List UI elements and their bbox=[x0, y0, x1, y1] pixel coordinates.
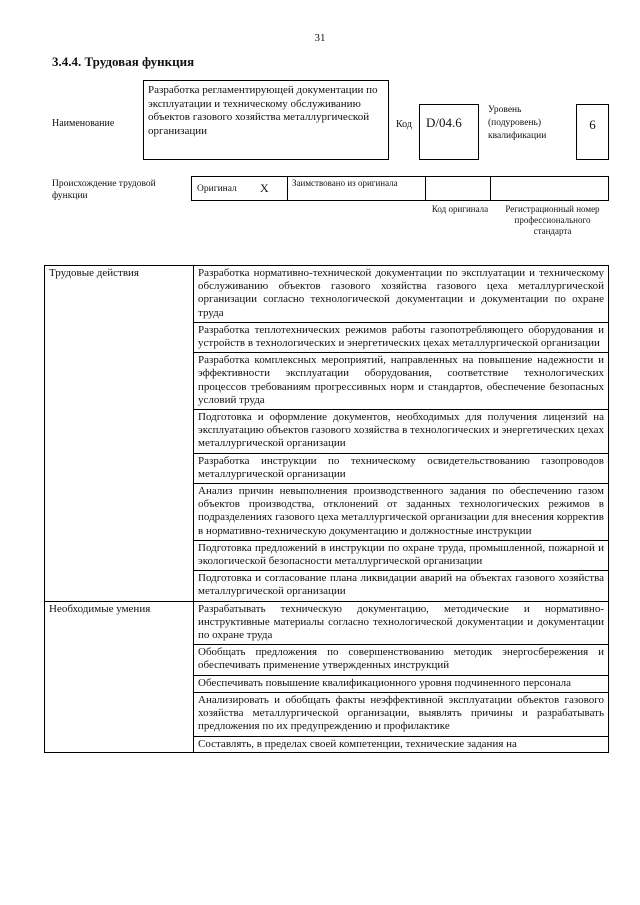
competency-table bbox=[44, 265, 609, 753]
labor-action-item: Подготовка предложений в инструкции по охране труда, промышленной, пожарной и экологической безопасности металлургической организации bbox=[194, 540, 609, 570]
origin-code-cell bbox=[425, 176, 491, 201]
reg-number-caption: Регистрационный номер профессионального стандарта bbox=[505, 204, 600, 236]
original-label: Оригинал bbox=[197, 184, 237, 194]
page-number: 31 bbox=[314, 32, 326, 44]
name-value: Разработка регламентирующей документации по эксплуатации и техническому обслуживанию объектов газового хозяйства металлургической организации bbox=[148, 84, 378, 137]
level-value: 6 bbox=[589, 117, 596, 132]
labor-action-item: Анализ причин невыполнения производственного задания по обеспечению газом объектов производства, отклонений от заданных технологических режимов в подразделениях газового цеха металлургической организации для внесения корректив в нормативно-техническую документацию и должностные инструкции bbox=[194, 484, 609, 541]
origin-label: Происхождение трудовой функции bbox=[52, 179, 156, 201]
origin-original-cell bbox=[191, 176, 288, 201]
table-row bbox=[45, 601, 609, 645]
table-row bbox=[45, 266, 609, 323]
name-label: Наименование bbox=[52, 118, 115, 129]
level-value-box bbox=[576, 104, 609, 160]
level-label: Уровень (подуровень) квалификации bbox=[488, 105, 547, 141]
section-title: 3.4.4. Трудовая функция bbox=[52, 54, 195, 69]
code-label: Код bbox=[396, 119, 412, 130]
skill-item: Анализировать и обобщать факты неэффективной эксплуатации объектов газового хозяйства металлургической организации, выявлять причины и разрабатывать предложения по их предупреждению и профилактике bbox=[194, 692, 609, 736]
name-value-box bbox=[143, 80, 389, 160]
original-mark: X bbox=[260, 181, 269, 195]
skill-item: Разрабатывать техническую документацию, методические и нормативно-инструктивные материалы согласно технологической документации и документации по охране труда bbox=[194, 601, 609, 645]
borrowed-label: Заимствовано из оригинала bbox=[292, 178, 398, 188]
labor-action-item: Подготовка и оформление документов, необходимых для получения лицензий на эксплуатацию объектов газового хозяйства в технологических и энергетических цехах металлургической организации bbox=[194, 410, 609, 454]
code-value: D/04.6 bbox=[426, 115, 462, 130]
origin-borrowed-cell bbox=[287, 176, 426, 201]
labor-action-item: Подготовка и согласование плана ликвидации аварий на объектах газового хозяйства металлургической организации bbox=[194, 571, 609, 601]
code-original-caption: Код оригинала bbox=[431, 204, 489, 214]
labor-action-item: Разработка нормативно-технической документации по эксплуатации и техническому обслуживанию объектов газового хозяйства газового цеха металлургической организации согласно технологической документации и документации по охране труда bbox=[194, 266, 609, 323]
labor-action-item: Разработка инструкции по техническому освидетельствованию газопроводов металлургической организации bbox=[194, 453, 609, 483]
code-value-box bbox=[419, 104, 479, 160]
section-title-skills: Необходимые умения bbox=[45, 601, 194, 752]
section-title-actions: Трудовые действия bbox=[45, 266, 194, 602]
skill-item-text: Составлять, в пределах своей компетенции, технические задания на bbox=[198, 737, 517, 750]
skill-item: Обобщать предложения по совершенствованию методик энергосбережения и обеспечивать применение утвержденных инструкций bbox=[194, 645, 609, 675]
labor-action-item: Разработка теплотехнических режимов работы газопотребляющего оборудования и устройств в технологических и энергетических цехах металлургической организации bbox=[194, 322, 609, 352]
origin-reg-cell bbox=[490, 176, 609, 201]
skill-item: Обеспечивать повышение квалификационного уровня подчиненного персонала bbox=[194, 675, 609, 692]
skill-item bbox=[194, 736, 609, 752]
labor-action-item: Разработка комплексных мероприятий, направленных на повышение надежности и эффективности эксплуатации оборудования, соответствие технологических процессов требованиям прогрессивных норм и стандартов, обеспечение безопасных условий труда bbox=[194, 353, 609, 410]
